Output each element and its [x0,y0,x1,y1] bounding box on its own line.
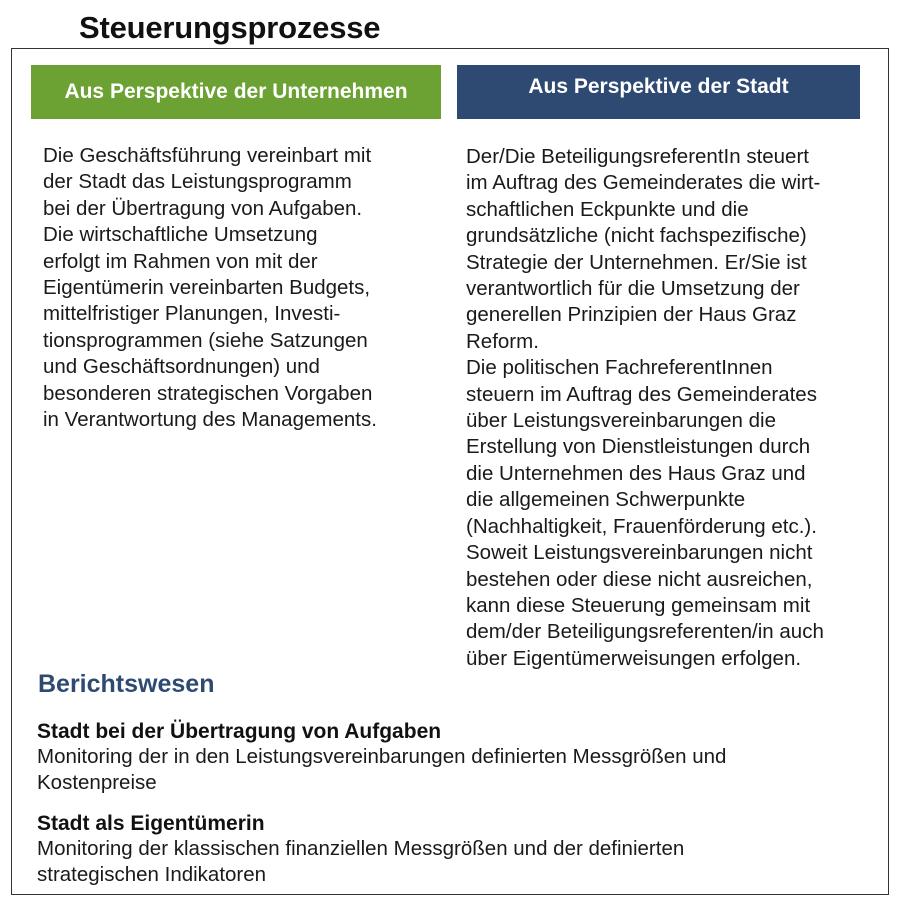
text-line: Eigentümerin vereinbarten Budgets, [43,276,371,300]
text-line: der Stadt das Leistungsprogramm [43,170,352,194]
text-line: in Verantwortung des Managements. [43,408,377,432]
text-line: über Eigentümerweisungen erfolgen. [466,646,802,670]
text-line: tionsprogrammen (siehe Satzungen [43,328,368,352]
text-line: strategischen Indikatoren [37,863,267,887]
text-line: kann diese Steuerung gemeinsam mit [466,593,811,617]
reporting-section-title: Berichtswesen [38,670,215,698]
text-line: Die Geschäftsführung vereinbart mit [43,144,372,167]
text-line: Reform. [466,329,539,353]
text-line: die allgemeinen Schwerpunkte [466,488,746,512]
header-company-perspective: Aus Perspektive der Unternehmen [31,65,441,119]
reporting-item-heading: Stadt bei der Übertragung von Aufgaben [37,720,442,743]
text-line: bei der Übertragung von Aufgaben. [43,196,363,220]
header-city-perspective: Aus Perspektive der Stadt [457,65,860,119]
text-line: grundsätzliche (nicht fachspezifische) [466,224,807,248]
reporting-item-heading: Stadt als Eigentümerin [37,812,265,835]
text-line: erfolgt im Rahmen von mit der [43,249,318,273]
text-line: verantwortlich für die Umsetzung der [466,277,800,301]
text-line: mittelfristiger Planungen, Investi- [43,302,341,326]
text-line: Strategie der Unternehmen. Er/Sie ist [466,250,807,274]
text-line: Monitoring der klassischen finanziellen Messgrößen und der definierten [37,837,685,860]
text-line: Kostenpreise [37,771,157,795]
reporting-item-text [37,836,684,889]
page-title: Steuerungsprozesse [79,10,381,45]
reporting-item-text [37,744,726,797]
text-line: Erstellung von Dienstleistungen durch [466,435,811,459]
text-line: (Nachhaltigkeit, Frauenförderung etc.). [466,514,817,538]
text-line: Soweit Leistungsvereinbarungen nicht [466,541,813,565]
city-perspective-text [466,144,824,672]
text-line: dem/der Beteiligungsreferenten/in auch [466,620,824,644]
text-line: Die politischen FachreferentInnen [466,356,773,380]
text-line: Die wirtschaftliche Umsetzung [43,223,318,247]
text-line: Monitoring der in den Leistungsvereinbarungen definierten Messgrößen und [37,745,727,768]
text-line: über Leistungsvereinbarungen die [466,409,777,433]
text-line: schaftlichen Eckpunkte und die [466,197,749,221]
text-line: bestehen oder diese nicht ausreichen, [466,567,813,591]
text-line: die Unternehmen des Haus Graz und [466,461,806,485]
text-line: generellen Prinzipien der Haus Graz [466,303,797,327]
text-line: steuern im Auftrag des Gemeinderates [466,382,817,406]
text-line: und Geschäftsordnungen) und [43,355,320,379]
text-line: besonderen strategischen Vorgaben [43,381,373,405]
text-line: im Auftrag des Gemeinderates die wirt- [466,171,821,195]
company-perspective-text [43,143,377,433]
text-line: Der/Die BeteiligungsreferentIn steuert [466,145,809,168]
